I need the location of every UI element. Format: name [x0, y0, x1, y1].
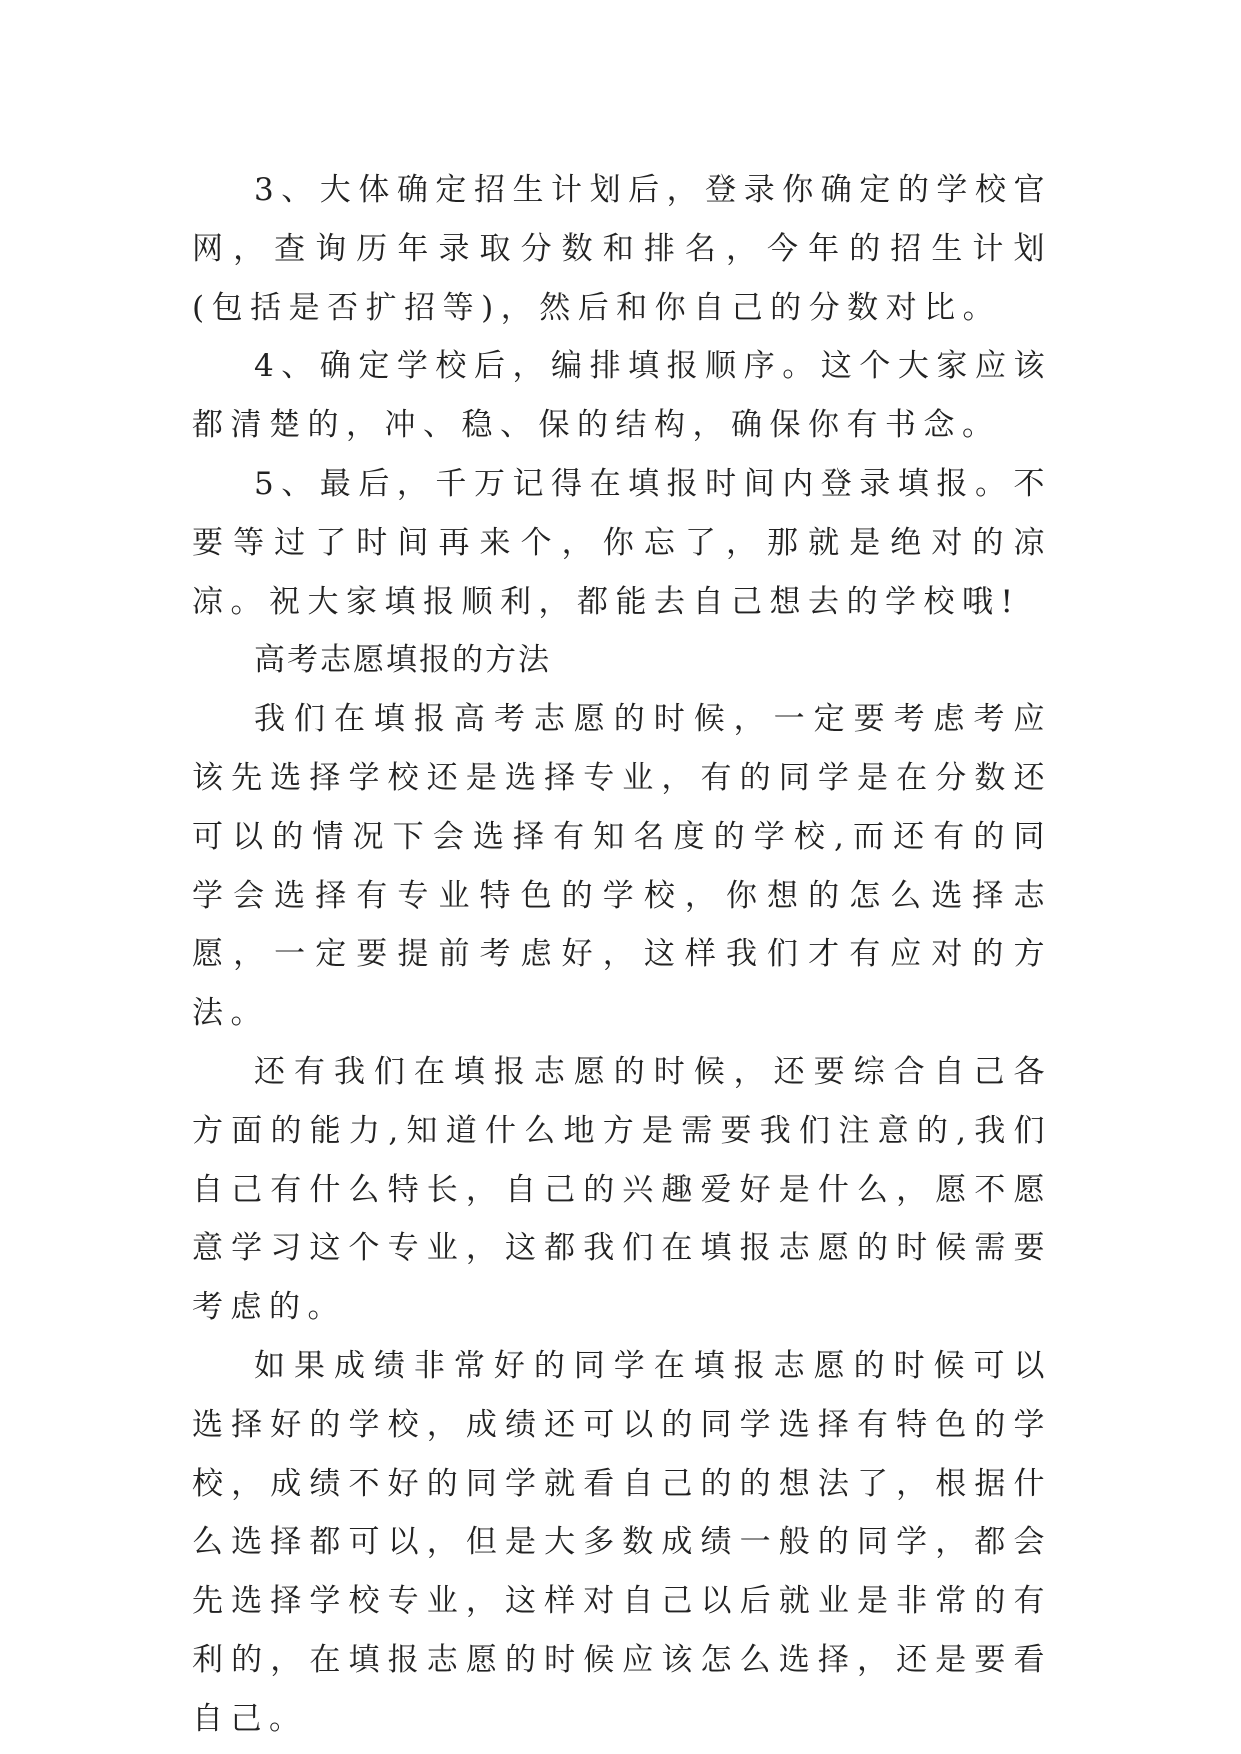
paragraph-method-2: 还有我们在填报志愿的时候，还要综合自己各方面的能力,知道什么地方是需要我们注意的,我们自己有什么特长，自己的兴趣爱好是什么，愿不愿意学习这个专业，这都我们在填报志愿的时候需要考虑的。: [192, 1053, 1052, 1326]
paragraph-method-1: 我们在填报高考志愿的时候，一定要考虑考应该先选择学校还是选择专业，有的同学是在分数还可以的情况下会选择有知名度的学校,而还有的同学会选择有专业特色的学校，你想的怎么选择志愿，一定要提前考虑好，这样我们才有应对的方法。: [192, 701, 1052, 1032]
document-body: [192, 161, 1052, 1749]
paragraph-step-4: 4、确定学校后，编排填报顺序。这个大家应该都清楚的，冲、稳、保的结构，确保你有书念。: [192, 348, 1052, 444]
paragraph-step-3: 3、大体确定招生计划后，登录你确定的学校官网，查询历年录取分数和排名，今年的招生计划(包括是否扩招等)，然后和你自己的分数对比。: [192, 172, 1052, 326]
paragraph-step-5: 5、最后，千万记得在填报时间内登录填报。不要等过了时间再来个，你忘了，那就是绝对的凉凉。祝大家填报顺利，都能去自己想去的学校哦!: [192, 465, 1052, 620]
section-heading: 高考志愿填报的方法: [254, 642, 551, 679]
paragraph-method-3: 如果成绩非常好的同学在填报志愿的时候可以选择好的学校，成绩还可以的同学选择有特色的学校，成绩不好的同学就看自己的的想法了，根据什么选择都可以，但是大多数成绩一般的同学，都会先选择学校专业，这样对自己以后就业是非常的有利的，在填报志愿的时候应该怎么选择，还是要看自己。: [192, 1347, 1052, 1737]
